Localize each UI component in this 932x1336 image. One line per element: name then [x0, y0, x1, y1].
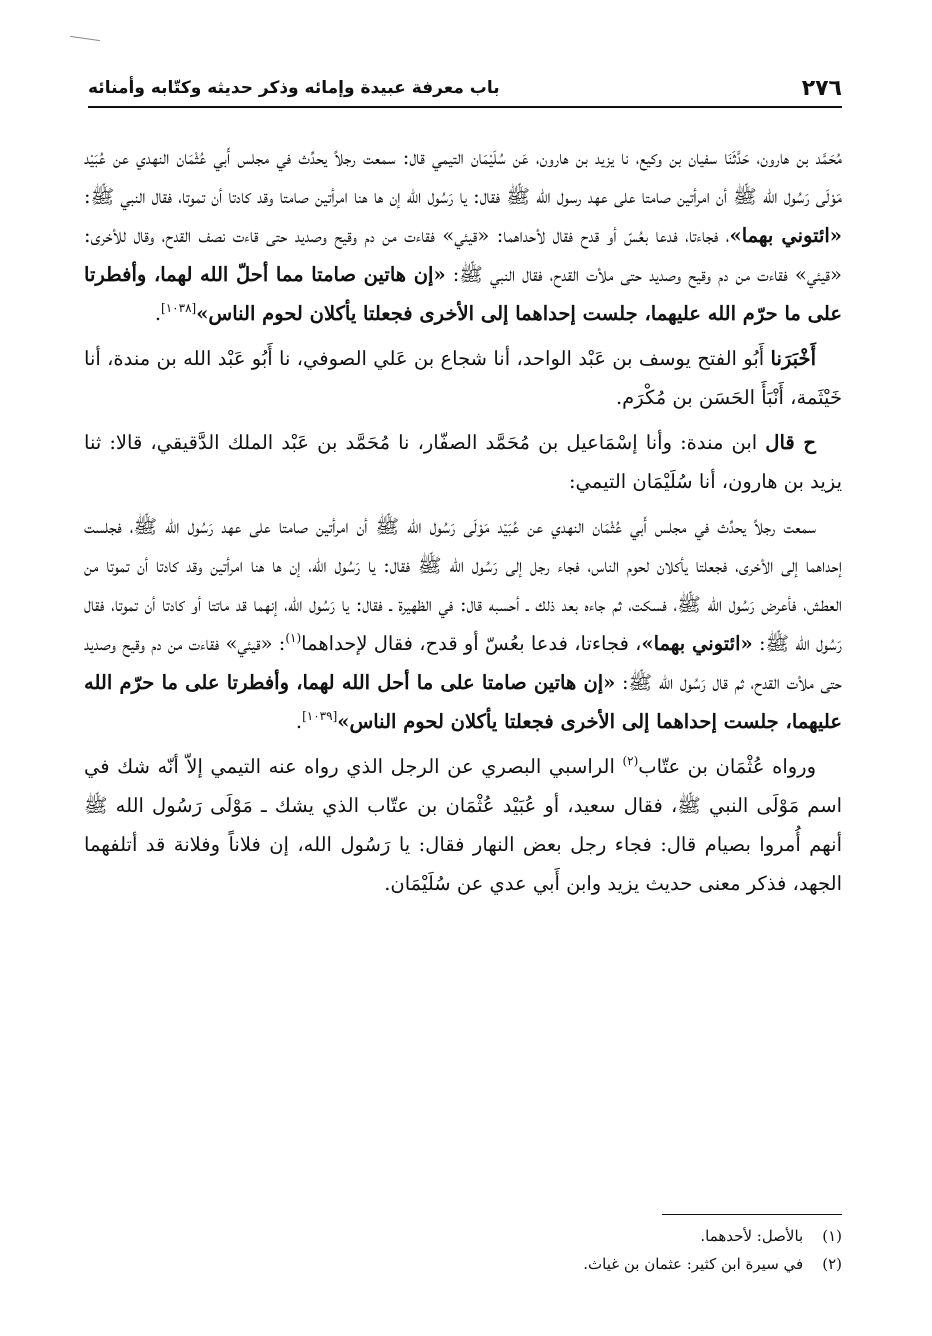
running-title: باب معرفة عبيدة وإمائه وذكر حديثه وكتّابه وأمنائه: [88, 78, 500, 98]
bold-text-run: ح قال: [765, 431, 816, 454]
paragraph-hadith-1: [84, 138, 842, 333]
reference-marker: [١٠٣٨]: [161, 301, 197, 315]
paragraph-variant: [84, 747, 842, 903]
text-run: ورواه عُثْمَان بن عتّاب: [638, 755, 817, 778]
text-run: الراسبي البصري عن الرجل الذي رواه عنه التيمي إلاّ أنّه شك في اسم مَوْلَى النبي ﷺ، فقال سعيد، أو عُبَيْد عُثْمَان بن عتّاب الذي يشك ـ مَوْلَى رَسُول الله ﷺ أنهم أُمروا بصيام قال: فجاء رجل بعض النهار فقال: يا رَسُول الله، إن فلاناً وفلانة قد أتلفهما الجهد، فذكر معنى حديث يزيد وابن أَبي عدي عن سُلَيْمَان.: [84, 755, 842, 895]
text-run: أَبُو الفتح يوسف بن عَبْد الواحد، أنا شجاع بن عَلي الصوفي، نا أَبُو عَبْد الله بن مندة، أنا خَيْثَمة، أَنْبَأَ الحَسَن بن مُكْرَم.: [84, 347, 842, 409]
bold-text-run: «إن هاتين صامتا على ما أحل الله لهما، وأفطرتا على ما حرّم الله عليهما، جلست إحداهما إلى الأخرى فجعلتا يأكلان لحوم الناس»: [84, 671, 842, 733]
footnote-text: بالأصل: لأحدهما.: [700, 1227, 804, 1245]
text-run: : «قيئي» فقاءت من دم وقيح وصديد حتى ملأت القدح، ثم قال رَسُول الله ﷺ:: [84, 632, 842, 694]
text-run: مُحَمَّد بن هارون، حَدَّثَنَا سفيان بن وكيع، نا يزيد بن هارون، عَن سُلَيْمَان التيمي قال: سمعت رجلاً يحدِّث في مجلس أَبي عُثْمَان النهدي عن عُبَيْد مَوْلَى رَسُول الله ﷺ أن امرأتين صامتا على عهد رسول الله ﷺ فقال: يا رَسُول الله إن ها هنا امرأتين صامتا وقد كادتا أن تموتا، فقال النبي ﷺ:: [84, 146, 842, 208]
text-run: ، فجاءتا، فدعا بعُسّ أو قدح، فقال لإحداهما: [301, 632, 642, 655]
footnote-number: (٢): [822, 1255, 842, 1273]
footnote-2: [84, 1250, 842, 1278]
footnotes: [84, 1222, 842, 1278]
reference-marker: [١٠٣٩]: [302, 709, 338, 723]
reference-marker: (١): [285, 631, 302, 645]
page-number: ٢٧٦: [801, 75, 842, 101]
scan-mark: [70, 36, 100, 41]
footnote-1: [84, 1222, 842, 1250]
main-text: [84, 138, 842, 903]
footnote-divider: [662, 1214, 842, 1215]
page-header: [88, 70, 842, 108]
bold-text-run: «ائتوني بهما»: [641, 632, 753, 655]
text-run: سمعت رجلاً يحدِّث في مجلس أَبي عُثْمَان النهدي عن عُبَيْد مَوْلَى رَسُول الله ﷺ أن امرأتين صامتا على عهد رَسُول الله ﷺ، فجلست إحداهما إلى الأخرى، فجعلتا يأكلان لحوم الناس، فجاء رجل إلى رَسُول الله ﷺ فقال: يا رَسُول الله، إن ها هنا امرأتين وقد كادتا أن تموتا من العطش، فأعرض رَسُول الله ﷺ، فسكت، ثم جاءه بعد ذلك ـ أحسبه قال: في الظهيرة ـ فقال: يا رَسُول الله، إنهما قد ماتتا أو كادتا أن تموتا، فقال رَسُول الله ﷺ:: [84, 515, 842, 655]
reference-marker: (٢): [622, 754, 639, 768]
bold-text-run: «ائتوني بهما»: [729, 224, 842, 247]
text-run: .: [295, 710, 303, 733]
footnote-number: (١): [822, 1227, 842, 1245]
text-run: ابن مندة: وأنا إسْمَاعيل بن مُحَمَّد الصفّار، نا مُحَمَّد بن عَبْد الملك الدَّقيقي، قالا: ثنا يزيد بن هارون، أنا سُلَيْمَان التيمي:: [84, 431, 842, 493]
text-run: .: [154, 302, 162, 325]
paragraph-isnad-1: [84, 339, 842, 417]
paragraph-hadith-2: [84, 507, 842, 741]
bold-text-run: أَخْبَرَنا: [770, 347, 816, 370]
paragraph-isnad-2: [84, 423, 842, 501]
bold-text-run: «إن هاتين صامتا مما أحلّ الله لهما، وأفطرتا على ما حرّم الله عليهما، جلست إحداهما إلى الأخرى فجعلتا يأكلان لحوم الناس»: [84, 263, 842, 325]
text-run: ، فجاءتا، فدعا بعُسّ أو قدح فقال لأحداهما: «قيئي» فقاءت من دم وقيح وصديد حتى قاءت نصف القدح، وقال للأخرى: «قيئي» فقاءت من دم وقيح وصديد حتى ملأت القدح، فقال النبي ﷺ:: [84, 224, 842, 286]
footnote-text: في سيرة ابن كثير: عثمان بن غياث.: [583, 1255, 804, 1273]
